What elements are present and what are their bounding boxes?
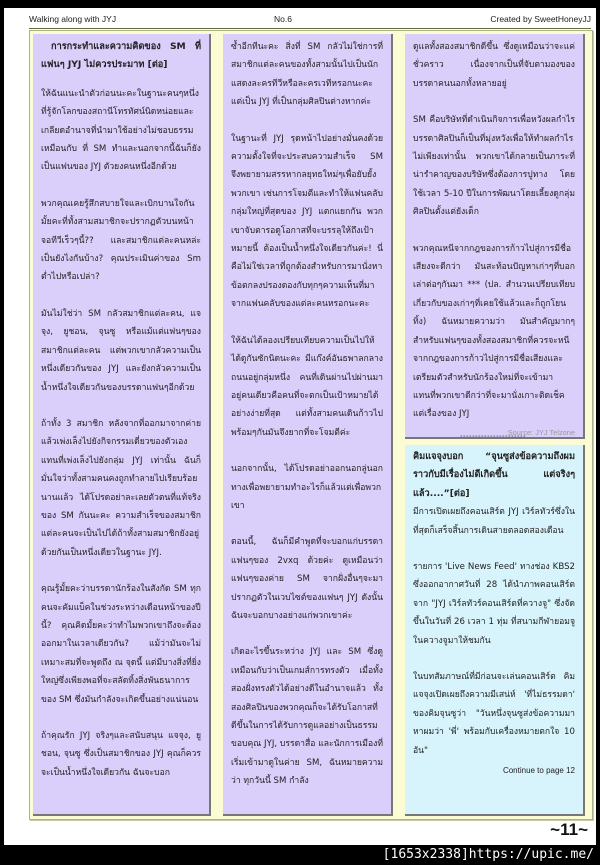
article-title: การกระทำและความคิดของ SM ที่แฟนๆ JYJ ไม่ควรประมาท [ต่อ] bbox=[41, 41, 201, 71]
paragraph: ในฐานะที่ JYJ รุดหน้าไปอย่างมั่นคงด้วยความตั้งใจที่จะประสบความสำเร็จ SM จึงพยายามสรรหากลยุทธใหม่ๆเพื่อยับยั้งพวกเขา เช่นการโจมตีและทำให้แฟนคลับกลุ่มใหญ่ที่สุดของ JYJ แตกแยกกัน พวกเขาจับตารอดูโอกาสที่จะบรรลุให้ถึงเป้าหมายนี้ ต้องเป็นน้ำหนึ่งใจเดียวกันค่ะ! นี่คือไม่ใช่เวลาที่ถูกต้องสำหรับการมานั่งหาข้อตกลงปรองดองกับทุกๆความเห็นที่มาจากแฟนคลับของแต่ละคนหรอกนะคะ bbox=[231, 133, 383, 310]
continue-link: Continue to page 12 bbox=[502, 766, 575, 776]
paragraph: คุณรู้มั้ยคะว่าบรรดานักร้องในสังกัด SM ทุกคนจะคัมแบ็คในช่วงระหว่างเดือนหน้าของปีนี้? คุณคิดมั้ยคะว่าทำไมพวกเขาถึงจะต้องออกมาในเวลาเดียวกัน? แม้ว่ามันจะไม่เหมาะสมที่จะพูดถึง ณ จุดนี้ แต่มีบางสิ่งที่ยิ่งใหญ่ซึ่งเพียงพอที่จะสลัดทิ้งสิ่งพันธนาการของ SM ซึ่งมันกำลังจะเกิดขึ้นอย่างแน่นอน bbox=[41, 584, 201, 705]
news-title: คิมแจจุงบอก “จุนซูส่งข้อความถึงผมราวกับมีเรื่องไม่ดีเกิดขึ้น แต่จริงๆแล้ว....”[ต่อ] bbox=[413, 451, 575, 499]
column-3 bbox=[405, 34, 585, 439]
paragraph: ถ้าทั้ง 3 สมาชิก หลังจากที่ออกมาจากค่าย แล้วเพ่งเล็งไปยังกิจกรรมเดี่ยวของตัวเองแทนที่เพ่งเล็งไปยังกลุ่ม JYJ เท่านั้น ฉันก็มั่นใจว่าทั้งสามคนคงถูกทำลายไปเรียบร้อยนานแล้ว ได้โปรดอย่าละเลยตัวตนที่แท้จริงของ SM กันนะคะ ความสำเร็จของสมาชิกแต่ละคนจะเป็นไปได้ถ้าทั้งสามสมาชิกยังอยู่ด้วยกันเป็นหนึ่งเดียวในฐานะ JYJ. bbox=[41, 418, 201, 558]
paragraph: มันไม่ใช่ว่า SM กลัวสมาชิกแต่ละคน, แจจุง, ยูชอน, จุนซู หรือแม้แต่แฟนๆของสมาชิกแต่ละคน แต่พวกเขากลัวความเป็นหนึ่งเดียวกันของ JYJ และยังกลัวความเป็นน้ำหนึ่งใจเดียวกันของบรรดาแฟนๆอีกด้วย bbox=[41, 308, 201, 393]
paragraph: ดูแลทั้งสองสมาชิกดีขึ้น ซึ่งดูเหมือนว่าจะแค่ชั่วคราว เนื่องจากเป็นที่จับตามองของบรรดาคนนอกทั้งหลายอยู่ bbox=[413, 42, 575, 89]
image-watermark: [1653x2338]https://upic.me/ bbox=[382, 847, 594, 862]
column-2 bbox=[223, 34, 393, 816]
paragraph: ให้ฉันแนะนำตัวก่อนนะคะในฐานะคนๆหนึ่งที่รู้จักโลกของสถานีโทรทัศน์นิดหน่อยและเกลียดอำนาจที่นำมาใช้อย่างไม่ชอบธรรมเหมือนกับ ที่ SM ทำและนอกจากนี้ฉันก็ยังเป็นแฟนของ JYJ ตัวยงคนหนึ่งอีกด้วย bbox=[41, 88, 201, 173]
article-frame bbox=[29, 30, 593, 820]
header-left: Walking along with JYJ bbox=[29, 14, 117, 24]
paragraph: ซ้ำอีกทีนะคะ สิ่งที่ SM กลัวไม่ใช่การที่สมาชิกแต่ละคนของทั้งสามนั้นไปเป็นนักแสดงละครทีวีหรือละครเวทีหรอกนะคะ แต่เป็น JYJ ที่เป็นกลุ่มศิลปินต่างหากค่ะ bbox=[231, 42, 383, 108]
magazine-page bbox=[4, 8, 596, 845]
paragraph: ให้ฉันได้ลองเปรียบเทียบความเป็นไปให้ได้ดูกันซักนิดนะคะ มีแก๊งค์อันธพาลกลางถนนอยู่กลุ่มหนึ่ง คนที่เดินผ่านไปผ่านมาอยู่คนเดียวคือคนที่จะตกเป็นเป้าหมายได้อย่างง่ายที่สุด แต่ทั้งสามคนเดินก้าวไปพร้อมๆกันมันจึงยากที่จะโจมตีค่ะ bbox=[231, 335, 383, 438]
paragraph: ตอนนี้, ฉันก็มีคำพูดที่จะบอกแก่บรรดาแฟนๆของ 2vxq ด้วยค่ะ ดูเหมือนว่าแฟนๆของค่าย SM จากฝั่งอื่นๆจะมาปรากฏตัวในเวบไซต์ของแฟนๆ JYJ ดังนั้นฉันจะบอกบางอย่างแก่พวกเขาค่ะ bbox=[231, 537, 383, 621]
header-credit: Created by SweetHoneyJJ bbox=[490, 14, 591, 24]
paragraph: ในบทสัมภาษณ์ที่มีก่อนจะเล่นคอนเสิร์ต คิมแจจุงเปิดเผยถึงความมีเสน่ห์ 'ที่ไม่ธรรมดา' ของคิมจุนซูว่า "วันหนึ่งจุนซูส่งข้อความมาหาผมว่า 'พี่' พร้อมกับเครื่องหมายตกใจ 10 อัน" bbox=[413, 672, 575, 756]
paragraph: รายการ 'Live News Feed' ทางช่อง KBS2 ซึ่งออกอากาศวันที่ 28 ได้นำภาพคอนเสิร์ตจาก "JYJ เวิร์ลทัวร์คอนเสิร์ตที่ควางจู" ซึ่งจัดขึ้นในวันที่ 26 เวลา 1 ทุ่ม ที่สนามกีฬายอมจูในควางจูมาให้ชมกัน bbox=[413, 562, 575, 646]
credit-source: Source: JYJ Telzone bbox=[507, 427, 575, 437]
paragraph: เกิดอะไรขึ้นระหว่าง JYJ และ SM ซึ่งดูเหมือนกับว่าเป็นเกมส์การทรงตัว เมื่อทั้งสองฝั่งทรงตัวได้อย่างดีในอำนาจแล้ว ทั้งสองศิลปินของพวกคุณก็จะได้รับโอกาสที่ดีขึ้นในการได้รับการดูแลอย่างเป็นธรรม ขอบคุณ JYJ, บรรดาสื่อ และนักการเมืองที่เริ่มเข้ามาดูในค่าย SM, ฉันหมายความว่า ทุกวันนี้ SM กำลัง bbox=[231, 647, 383, 787]
page-number: ~11~ bbox=[550, 820, 588, 839]
issue-number: No.6 bbox=[274, 14, 292, 24]
page-header bbox=[29, 14, 591, 29]
paragraph: SM คือบริษัทที่ดำเนินกิจการเพื่อหวังผลกำไร บรรดาศิลปินก็เป็นที่มุ่งหวังเพื่อให้ทำผลกำไร ไม่เพียงเท่านั้น พวกเขาได้กลายเป็นภาระที่น่ารำคาญของบริษัทซึ่งต้องการปูทาง โดยใช้เวลา 5-10 ปีในการพัฒนาโดยเลี้ยงดูกลุ่มศิลปินตั้งแต่ยังเด็ก bbox=[413, 115, 575, 218]
paragraph: นอกจากนั้น, ได้โปรดอย่าออกนอกลู่นอกทางเพื่อพยายามทำอะไรก็แล้วแต่เพื่อพวกเขา bbox=[231, 464, 383, 511]
column-4-news bbox=[405, 445, 585, 816]
divider-stars: ********************** bbox=[460, 435, 526, 441]
column-1 bbox=[33, 34, 211, 816]
paragraph: มีการเปิดเผยถึงคอนเสิร์ต JYJ เวิร์ลทัวร์ซึ่งในที่สุดก็เสร็จสิ้นการเดินสายตลอดสองเดือน bbox=[413, 507, 575, 536]
paragraph: พวกคุณหนีจากกฎของการก้าวไปสู่การมีชื่อเสียงจะดีกว่า มันสะท้อนปัญหาเก่าๆที่บอกเล่าต่อๆกันมา *** (ปล. สำนวนเปรียบเทียบเกี่ยวกับของเก่าๆที่เคยใช้แล้วและก็ถูกโยนทิ้ง) ฉันหมายความว่า มันสำคัญมากๆสำหรับแฟนๆของทั้งสองสมาชิกที่ควรจะหนีจากกฎของการก้าวไปสู่การมีชื่อเสียงและเตรียมตัวสำหรับนักร้องใหม่ที่จะเข้ามาแทนที่พวกเขาดีกว่าที่จะมานั่งเกาะติดเช็คแต่เรื่องของ JYJ bbox=[413, 243, 575, 420]
paragraph: พวกคุณเคยรู้สึกสบายใจและเบิกบานใจกันมั้ยคะที่ทั้งสามสมาชิกจะปรากฏตัวบนหน้าจอทีวีเร็วๆนี้?? และสมาชิกแต่ละคนหล่ะเป็นยังไงกันบ้าง? คุณประเมินค่าของ Sm ต่ำไปหรือเปล่า? bbox=[41, 198, 201, 283]
paragraph: ถ้าคุณรัก JYJ จริงๆและสนับสนุน แจจุง, ยูชอน, จุนซู ซึ่งเป็นสมาชิกของ JYJ คุณก็ควรจะเป็นน้ำหนึ่งใจเดียวกัน ฉันจะบอก bbox=[41, 731, 201, 778]
